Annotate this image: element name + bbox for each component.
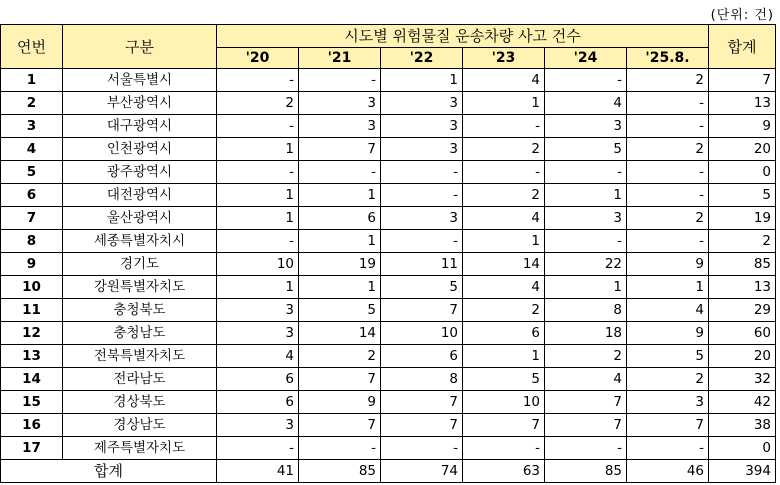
- table-row: [1, 299, 776, 322]
- year-count-cell: -: [627, 230, 709, 253]
- total-cell: 74: [381, 460, 463, 483]
- year-count-cell: -: [627, 184, 709, 207]
- total-cell: 85: [545, 460, 627, 483]
- year-count-cell: 3: [299, 115, 381, 138]
- row-number: 13: [1, 345, 63, 368]
- row-number: 12: [1, 322, 63, 345]
- total-row: [1, 460, 776, 483]
- row-number: 2: [1, 92, 63, 115]
- table-row: [1, 368, 776, 391]
- year-count-cell: -: [463, 437, 545, 460]
- header-total: 합계: [709, 25, 776, 69]
- year-count-cell: 7: [381, 299, 463, 322]
- year-count-cell: 7: [381, 391, 463, 414]
- region-name: 제주특별자치도: [63, 437, 217, 460]
- table-row: [1, 414, 776, 437]
- year-count-cell: 9: [299, 391, 381, 414]
- year-count-cell: 14: [299, 322, 381, 345]
- row-total-cell: 42: [709, 391, 776, 414]
- row-total-cell: 9: [709, 115, 776, 138]
- year-count-cell: 2: [217, 92, 299, 115]
- table-row: [1, 69, 776, 92]
- region-name: 서울특별시: [63, 69, 217, 92]
- year-count-cell: 1: [217, 276, 299, 299]
- row-number: 14: [1, 368, 63, 391]
- year-count-cell: 1: [299, 276, 381, 299]
- row-number: 16: [1, 414, 63, 437]
- year-count-cell: 6: [217, 391, 299, 414]
- year-count-cell: 1: [217, 184, 299, 207]
- row-number: 15: [1, 391, 63, 414]
- unit-label: (단위: 건): [710, 8, 774, 23]
- total-cell: 63: [463, 460, 545, 483]
- year-count-cell: 4: [463, 207, 545, 230]
- year-count-cell: -: [545, 69, 627, 92]
- row-number: 1: [1, 69, 63, 92]
- region-name: 강원특별자치도: [63, 276, 217, 299]
- year-count-cell: 3: [545, 207, 627, 230]
- table-row: [1, 207, 776, 230]
- year-count-cell: 5: [463, 368, 545, 391]
- table-row: [1, 161, 776, 184]
- region-name: 대전광역시: [63, 184, 217, 207]
- year-count-cell: 4: [463, 69, 545, 92]
- row-number: 4: [1, 138, 63, 161]
- header-region: 구분: [63, 25, 217, 69]
- year-count-cell: 4: [545, 368, 627, 391]
- year-count-cell: 7: [545, 391, 627, 414]
- header-year: '20: [217, 48, 299, 69]
- region-name: 광주광역시: [63, 161, 217, 184]
- year-count-cell: 7: [627, 414, 709, 437]
- year-count-cell: 1: [545, 184, 627, 207]
- year-count-cell: 3: [299, 92, 381, 115]
- year-count-cell: 18: [545, 322, 627, 345]
- year-count-cell: 6: [463, 322, 545, 345]
- header-year: '22: [381, 48, 463, 69]
- table-row: [1, 345, 776, 368]
- year-count-cell: 9: [627, 253, 709, 276]
- year-count-cell: 2: [627, 207, 709, 230]
- row-number: 6: [1, 184, 63, 207]
- year-count-cell: 1: [299, 184, 381, 207]
- year-count-cell: 3: [381, 115, 463, 138]
- total-cell: 46: [627, 460, 709, 483]
- table-row: [1, 115, 776, 138]
- year-count-cell: 19: [299, 253, 381, 276]
- row-total-cell: 20: [709, 138, 776, 161]
- total-cell: 41: [217, 460, 299, 483]
- total-label: 합계: [1, 460, 217, 483]
- row-number: 5: [1, 161, 63, 184]
- year-count-cell: 3: [381, 92, 463, 115]
- year-count-cell: 2: [627, 368, 709, 391]
- year-count-cell: 8: [545, 299, 627, 322]
- year-count-cell: 4: [627, 299, 709, 322]
- row-total-cell: 32: [709, 368, 776, 391]
- year-count-cell: 1: [217, 138, 299, 161]
- year-count-cell: 1: [381, 69, 463, 92]
- row-number: 11: [1, 299, 63, 322]
- region-name: 경상북도: [63, 391, 217, 414]
- year-count-cell: 2: [299, 345, 381, 368]
- year-count-cell: 11: [381, 253, 463, 276]
- year-count-cell: -: [381, 437, 463, 460]
- year-count-cell: -: [463, 115, 545, 138]
- year-count-cell: -: [217, 115, 299, 138]
- year-count-cell: 6: [381, 345, 463, 368]
- header-year: '23: [463, 48, 545, 69]
- year-count-cell: 2: [627, 138, 709, 161]
- year-count-cell: -: [627, 115, 709, 138]
- year-count-cell: 7: [299, 138, 381, 161]
- year-count-cell: 1: [627, 276, 709, 299]
- year-count-cell: 5: [299, 299, 381, 322]
- year-count-cell: 5: [545, 138, 627, 161]
- row-number: 17: [1, 437, 63, 460]
- year-count-cell: 10: [217, 253, 299, 276]
- region-name: 울산광역시: [63, 207, 217, 230]
- year-count-cell: 8: [381, 368, 463, 391]
- year-count-cell: -: [463, 161, 545, 184]
- table-row: [1, 184, 776, 207]
- year-count-cell: 7: [545, 414, 627, 437]
- region-name: 인천광역시: [63, 138, 217, 161]
- region-name: 대구광역시: [63, 115, 217, 138]
- year-count-cell: -: [381, 184, 463, 207]
- year-count-cell: 1: [463, 92, 545, 115]
- year-count-cell: 2: [463, 138, 545, 161]
- year-count-cell: 1: [463, 345, 545, 368]
- year-count-cell: -: [381, 230, 463, 253]
- row-total-cell: 38: [709, 414, 776, 437]
- region-name: 경기도: [63, 253, 217, 276]
- region-name: 부산광역시: [63, 92, 217, 115]
- year-count-cell: 14: [463, 253, 545, 276]
- row-total-cell: 20: [709, 345, 776, 368]
- year-count-cell: -: [299, 437, 381, 460]
- year-count-cell: 4: [217, 345, 299, 368]
- table-row: [1, 138, 776, 161]
- year-count-cell: 7: [463, 414, 545, 437]
- year-count-cell: 5: [381, 276, 463, 299]
- year-count-cell: -: [627, 161, 709, 184]
- table-row: [1, 437, 776, 460]
- region-name: 충청북도: [63, 299, 217, 322]
- accident-table: [0, 24, 776, 483]
- year-count-cell: 1: [217, 207, 299, 230]
- year-count-cell: -: [217, 437, 299, 460]
- region-name: 경상남도: [63, 414, 217, 437]
- row-number: 10: [1, 276, 63, 299]
- year-count-cell: 1: [299, 230, 381, 253]
- year-count-cell: 3: [381, 138, 463, 161]
- row-total-cell: 13: [709, 92, 776, 115]
- row-total-cell: 0: [709, 437, 776, 460]
- year-count-cell: 4: [545, 92, 627, 115]
- row-total-cell: 85: [709, 253, 776, 276]
- row-total-cell: 2: [709, 230, 776, 253]
- table-row: [1, 92, 776, 115]
- year-count-cell: -: [217, 69, 299, 92]
- year-count-cell: 22: [545, 253, 627, 276]
- year-count-cell: -: [545, 161, 627, 184]
- region-name: 전북특별자치도: [63, 345, 217, 368]
- year-count-cell: 1: [545, 276, 627, 299]
- year-count-cell: 4: [463, 276, 545, 299]
- header-year: '24: [545, 48, 627, 69]
- row-total-cell: 19: [709, 207, 776, 230]
- year-count-cell: 2: [463, 184, 545, 207]
- header-group: 시도별 위험물질 운송차량 사고 건수: [217, 25, 709, 48]
- grand-total-cell: 394: [709, 460, 776, 483]
- year-count-cell: -: [381, 161, 463, 184]
- year-count-cell: 6: [299, 207, 381, 230]
- table-row: [1, 253, 776, 276]
- total-cell: 85: [299, 460, 381, 483]
- region-name: 전라남도: [63, 368, 217, 391]
- year-count-cell: 1: [463, 230, 545, 253]
- header-year: '25.8.: [627, 48, 709, 69]
- year-count-cell: 3: [381, 207, 463, 230]
- year-count-cell: 3: [217, 322, 299, 345]
- year-count-cell: 3: [627, 391, 709, 414]
- table-row: [1, 391, 776, 414]
- year-count-cell: -: [217, 161, 299, 184]
- year-count-cell: 2: [463, 299, 545, 322]
- year-count-cell: 2: [545, 345, 627, 368]
- year-count-cell: -: [627, 92, 709, 115]
- year-count-cell: 7: [299, 368, 381, 391]
- row-number: 7: [1, 207, 63, 230]
- year-count-cell: -: [217, 230, 299, 253]
- year-count-cell: -: [299, 69, 381, 92]
- year-count-cell: -: [545, 437, 627, 460]
- row-total-cell: 0: [709, 161, 776, 184]
- region-name: 세종특별자치시: [63, 230, 217, 253]
- row-number: 9: [1, 253, 63, 276]
- year-count-cell: 5: [627, 345, 709, 368]
- row-total-cell: 5: [709, 184, 776, 207]
- row-total-cell: 13: [709, 276, 776, 299]
- year-count-cell: 3: [217, 414, 299, 437]
- year-count-cell: 6: [217, 368, 299, 391]
- table-body: [1, 69, 776, 460]
- header-year: '21: [299, 48, 381, 69]
- region-name: 충청남도: [63, 322, 217, 345]
- year-count-cell: -: [545, 230, 627, 253]
- row-number: 8: [1, 230, 63, 253]
- year-count-cell: 7: [299, 414, 381, 437]
- year-count-cell: 9: [627, 322, 709, 345]
- row-total-cell: 7: [709, 69, 776, 92]
- year-count-cell: 3: [217, 299, 299, 322]
- year-count-cell: 10: [463, 391, 545, 414]
- row-number: 3: [1, 115, 63, 138]
- year-count-cell: 2: [627, 69, 709, 92]
- row-total-cell: 60: [709, 322, 776, 345]
- row-total-cell: 29: [709, 299, 776, 322]
- year-count-cell: 10: [381, 322, 463, 345]
- year-count-cell: 3: [545, 115, 627, 138]
- year-count-cell: -: [299, 161, 381, 184]
- header-no: 연번: [1, 25, 63, 69]
- table-row: [1, 322, 776, 345]
- year-count-cell: -: [627, 437, 709, 460]
- year-count-cell: 7: [381, 414, 463, 437]
- table-row: [1, 276, 776, 299]
- table-row: [1, 230, 776, 253]
